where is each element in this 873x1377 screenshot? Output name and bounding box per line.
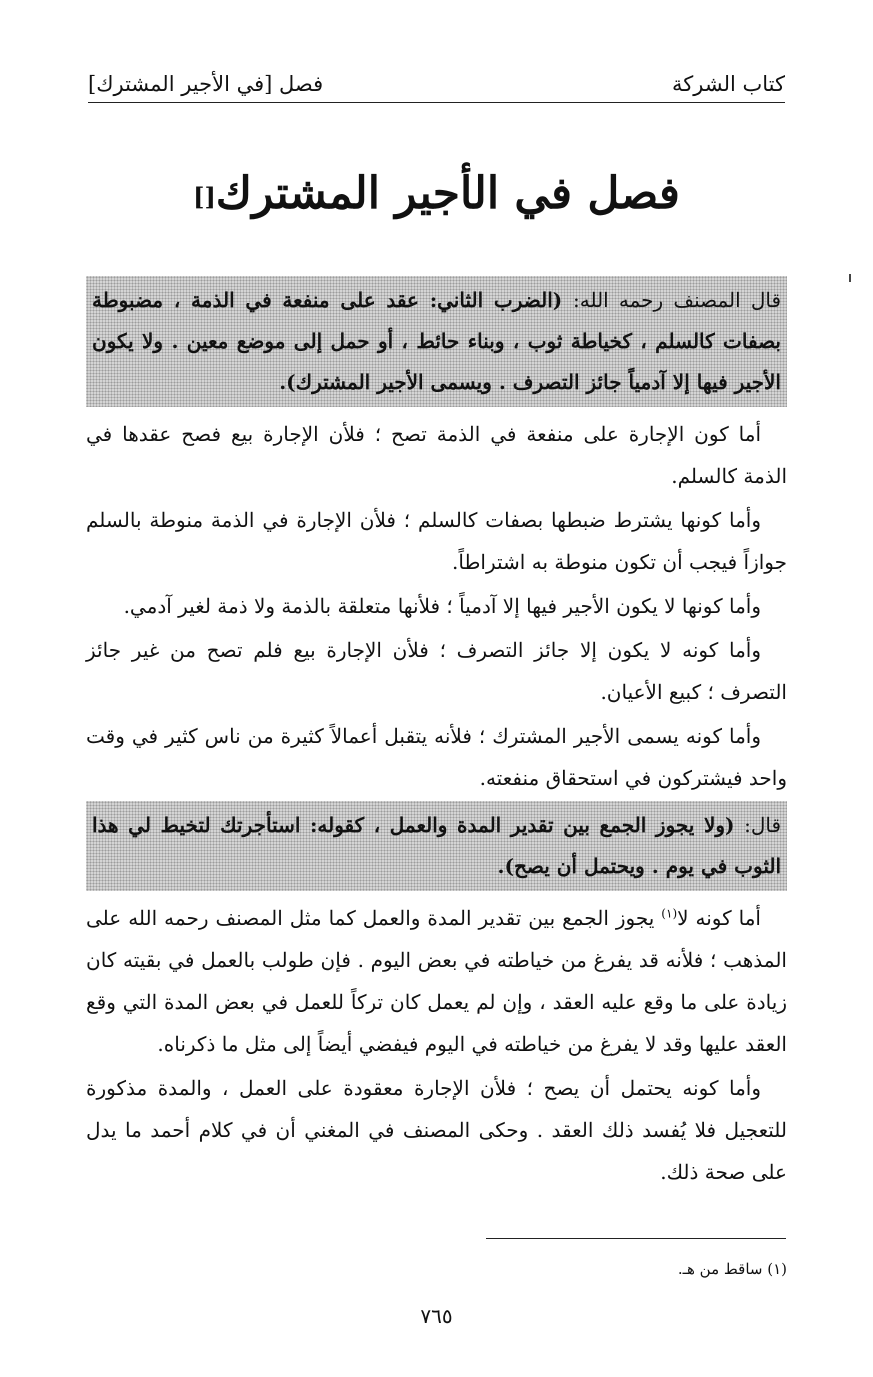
section-title: فصل [في الأجير المشترك] xyxy=(88,72,324,96)
quoted-matn-1 xyxy=(86,276,787,407)
book-title: كتاب الشركة xyxy=(672,72,785,96)
running-header xyxy=(88,56,785,103)
quote-text: (الضرب الثاني: عقد على منفعة في الذمة ، مضبوطة بصفات كالسلم ، كخياطة ثوب ، وبناء حائط ، أو حمل إلى موضع معين . ولا يكون الأجير فيها إلا آدمياً جائز التصرف . ويسمى الأجير المشترك). xyxy=(92,288,781,394)
footnote-reference[interactable]: (١) xyxy=(661,906,678,921)
paragraph-start: أما كونه لا xyxy=(677,906,761,930)
body-text xyxy=(86,276,787,1195)
footnote-divider xyxy=(486,1238,786,1239)
paragraph: وأما كونها لا يكون الأجير فيها إلا آدمياً ؛ فلأنها متعلقة بالذمة ولا ذمة لغير آدمي. xyxy=(123,594,761,618)
paragraph-rest: يجوز الجمع بين تقدير المدة والعمل كما مثل المصنف رحمه الله على المذهب ؛ فلأنه قد يفرغ من خياطته في بعض اليوم . فإن طولب بالعمل في بقيته كان زيادة على ما وقع عليه العقد ، وإن لم يعمل كان تركاً للعمل في بعض المدة التي وقع العقد عليها وقد لا يفرغ من خياطته في اليوم فيفضي أيضاً إلى مثل ما ذكرناه. xyxy=(86,906,787,1056)
footnote: (١) ساقط من هـ. xyxy=(677,1260,787,1278)
quoted-matn-2 xyxy=(86,801,787,891)
paragraph: وأما كونه يحتمل أن يصح ؛ فلأن الإجارة معقودة على العمل ، والمدة مذكورة للتعجيل فلا يُفسد ذلك العقد . وحكى المصنف في المغني أن في كلام أحمد ما يدل على صحة ذلك. xyxy=(86,1076,787,1184)
page-number: ٧٦٥ xyxy=(420,1304,453,1328)
quote-lead: قال: xyxy=(744,813,782,837)
chapter-bracket-open: [ xyxy=(204,182,216,211)
paragraph: أما كون الإجارة على منفعة في الذمة تصح ؛ فلأن الإجارة بيع فصح عقدها في الذمة كالسلم. xyxy=(86,422,787,488)
chapter-bracket-close: ] xyxy=(193,182,205,211)
paragraph xyxy=(86,897,787,1065)
margin-mark xyxy=(849,274,851,282)
quote-text: (ولا يجوز الجمع بين تقدير المدة والعمل ، كقوله: استأجرتك لتخيط لي هذا الثوب في يوم . ويحتمل أن يصح). xyxy=(92,813,781,878)
paragraph: وأما كونه يسمى الأجير المشترك ؛ فلأنه يتقبل أعمالاً كثيرة من ناس كثير في وقت واحد فيشتركون في استحقاق منفعته. xyxy=(86,724,787,790)
chapter-title xyxy=(88,168,785,219)
paragraph: وأما كونها يشترط ضبطها بصفات كالسلم ؛ فلأن الإجارة في الذمة منوطة بالسلم جوازاً فيجب أن تكون منوطة به اشتراطاً. xyxy=(86,508,787,574)
quote-lead: قال المصنف رحمه الله: xyxy=(573,288,782,312)
paragraph: وأما كونه لا يكون إلا جائز التصرف ؛ فلأن الإجارة بيع فلم تصح من غير جائز التصرف ؛ كبيع الأعيان. xyxy=(86,638,787,704)
chapter-title-text: فصل في الأجير المشترك xyxy=(215,168,680,219)
